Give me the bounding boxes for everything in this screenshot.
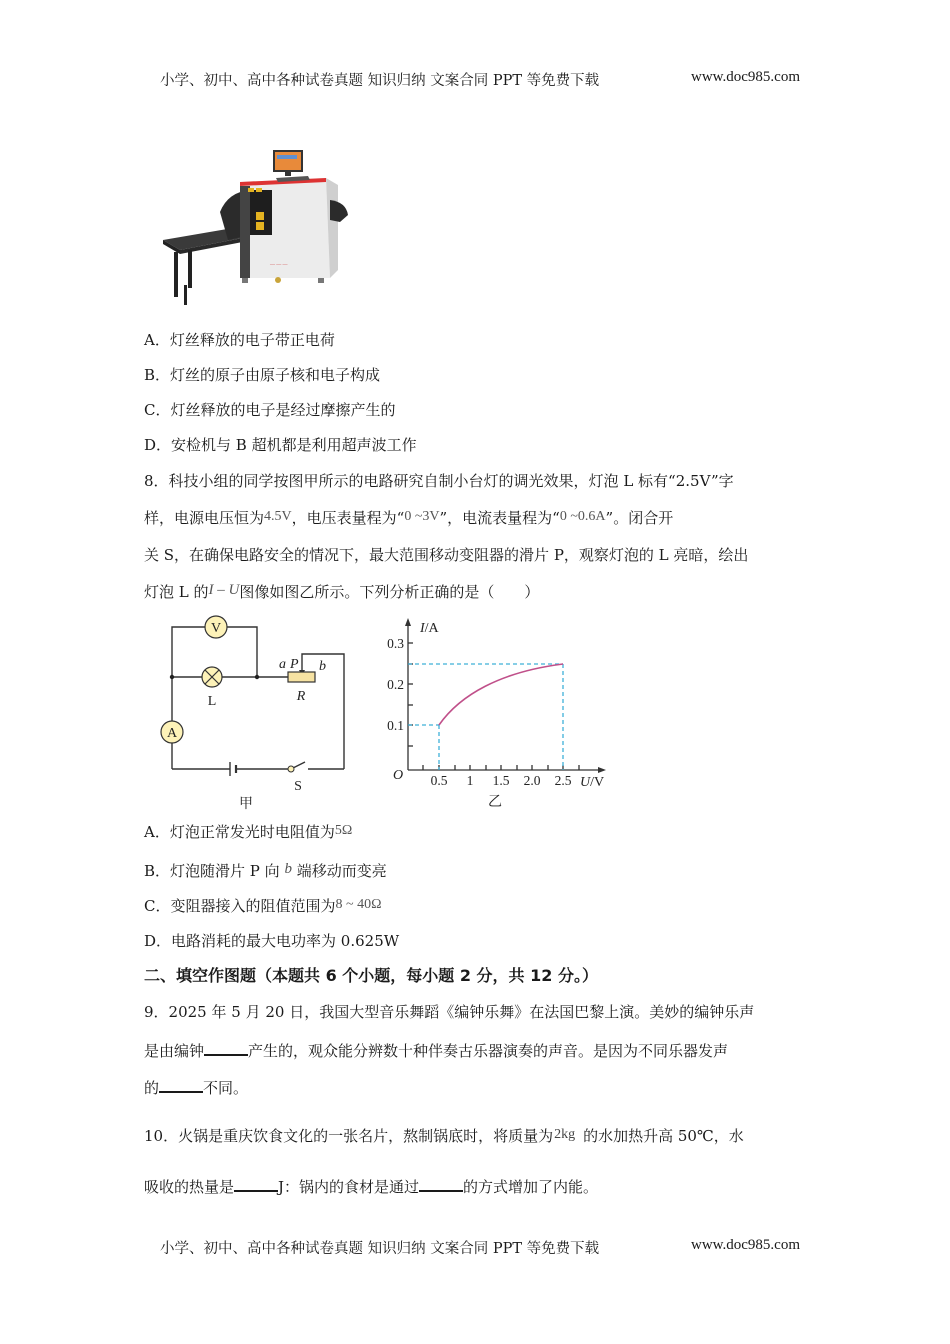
voltmeter-label: V (210, 621, 222, 636)
q7-option-c[interactable] (144, 400, 396, 420)
switch-label: S (294, 779, 302, 794)
footer-url: www.doc985.com (690, 1237, 800, 1253)
q8-stem-line4 (144, 582, 539, 603)
security-machine-image (158, 140, 358, 305)
svg-text:U/V: U/V (580, 775, 605, 790)
text: 样，电源电压恒为 (144, 509, 265, 527)
end-a-label: a (279, 657, 286, 672)
option-text: 灯丝释放的电子带正电荷 (169, 331, 335, 349)
q9-line2 (144, 1040, 728, 1061)
option-text: 灯丝释放的电子是经过摩擦产生的 (170, 401, 396, 419)
option-text: 灯泡随滑片 P 向 (170, 862, 285, 880)
ytick: 0.1 (387, 718, 404, 733)
svg-text:— — —: — — — (270, 263, 288, 268)
page-footer (160, 1237, 800, 1258)
ytick: 0.2 (387, 677, 404, 692)
text: J：锅内的食材是通过 (278, 1178, 420, 1196)
end-b-label: b (319, 659, 326, 674)
circuit-diagram (158, 612, 358, 812)
slider-label: P (290, 657, 299, 672)
q9-line1: 9．2025 年 5 月 20 日，我国大型音乐舞蹈《编钟乐舞》在法国巴黎上演。美妙的编钟乐声 (144, 1003, 755, 1021)
answer-blank[interactable] (419, 1176, 463, 1192)
q7-option-d[interactable] (144, 435, 417, 455)
option-label: A． (144, 823, 170, 841)
text: 灯泡 L 的 (144, 583, 209, 601)
figure-caption: 甲 (239, 797, 253, 812)
q8-stem-line2 (144, 508, 673, 530)
answer-blank[interactable] (159, 1077, 203, 1093)
xtick: 2.0 (523, 773, 541, 788)
ammeter-label: A (166, 726, 178, 741)
option-label: C． (144, 401, 171, 419)
option-label: C． (144, 897, 171, 915)
q7-option-a[interactable] (144, 330, 335, 350)
math-value: 4.5V (264, 509, 292, 524)
text: 是由编钟 (144, 1042, 205, 1060)
svg-text:I/A: I/A (420, 621, 439, 636)
q8-option-c[interactable] (144, 896, 381, 918)
rheostat-icon (288, 672, 315, 682)
resistor-label: R (296, 689, 306, 704)
header-text: 小学、初中、高中各种试卷真题 知识归纳 文案合同 PPT 等免费下载 (160, 73, 600, 89)
text: 的方式增加了内能。 (463, 1178, 599, 1196)
text: 不同。 (203, 1079, 249, 1097)
option-text: 安检机与 B 超机都是利用超声波工作 (171, 436, 417, 454)
option-label: D． (144, 436, 172, 454)
math-value: 5Ω (334, 823, 353, 838)
footer-text: 小学、初中、高中各种试卷真题 知识归纳 文案合同 PPT 等免费下载 (160, 1241, 600, 1257)
option-label: D． (144, 932, 172, 950)
q10-line2 (144, 1176, 598, 1197)
text: 图像如图乙所示。下列分析正确的是（ ） (239, 583, 540, 601)
mass-value: 2kg (554, 1127, 576, 1142)
option-text: 电路消耗的最大电功率为 0.625W (171, 932, 400, 950)
answer-blank[interactable] (234, 1176, 278, 1192)
math-value: 8 ~ 40Ω (335, 897, 382, 912)
xtick: 1 (466, 773, 474, 788)
text: 的 (144, 1079, 160, 1097)
text: ”，电流表量程为“ (439, 509, 560, 527)
q7-option-b[interactable] (144, 365, 380, 385)
text: 10．火锅是重庆饮食文化的一张名片，熬制锅底时，将质量为 (144, 1127, 554, 1145)
header-url: www.doc985.com (690, 69, 800, 85)
option-text: 灯丝的原子由原子核和电子构成 (170, 366, 381, 384)
option-text: 端移动而变亮 (291, 862, 387, 880)
text: ”。闭合开 (605, 509, 674, 527)
q8-stem-line1: 8．科技小组的同学按图甲所示的电路研究自制小台灯的调光效果，灯泡 L 标有“2.5V”字 (144, 472, 734, 490)
math-value: b (284, 861, 292, 877)
iu-graph (370, 610, 620, 810)
math-value: 0 ~3V (404, 509, 440, 524)
text: ，电压表量程为“ (291, 509, 405, 527)
section-title: 二、填空作图题（本题共 6 个小题，每小题 2 分，共 12 分。） (144, 966, 598, 985)
answer-blank[interactable] (204, 1040, 248, 1056)
math-value: 0 ~0.6A (559, 509, 606, 524)
text: 的水加热升高 50℃，水 (583, 1127, 744, 1145)
text: 产生的，观众能分辨数十种伴奏古乐器演奏的声音。是因为不同乐器发声 (248, 1042, 729, 1060)
figure-caption: 乙 (488, 795, 502, 810)
q8-option-a[interactable] (144, 822, 352, 844)
option-text: 变阻器接入的阻值范围为 (170, 897, 336, 915)
option-label: B． (144, 862, 171, 880)
option-text: 灯泡正常发光时电阻值为 (169, 823, 335, 841)
q10-line1 (144, 1126, 744, 1146)
xtick: 2.5 (554, 773, 572, 788)
iu-curve (439, 664, 563, 725)
q8-stem-line3: 关 S，在确保电路安全的情况下，最大范围移动变阻器的滑片 P，观察灯泡的 L 亮暗，绘出 (144, 546, 749, 564)
xtick: 0.5 (430, 773, 448, 788)
q9-line3 (144, 1077, 248, 1098)
q8-option-d[interactable] (144, 931, 399, 951)
math-value: I – U (208, 582, 240, 598)
origin-label: O (392, 768, 404, 783)
option-label: A． (144, 331, 170, 349)
option-label: B． (144, 366, 171, 384)
xtick: 1.5 (492, 773, 510, 788)
ylabel-unit: /A (424, 621, 439, 636)
q8-option-b[interactable] (144, 861, 387, 882)
lamp-label: L (207, 694, 217, 709)
ytick: 0.3 (387, 636, 404, 651)
page-header (160, 69, 800, 90)
text: 吸收的热量是 (144, 1178, 235, 1196)
